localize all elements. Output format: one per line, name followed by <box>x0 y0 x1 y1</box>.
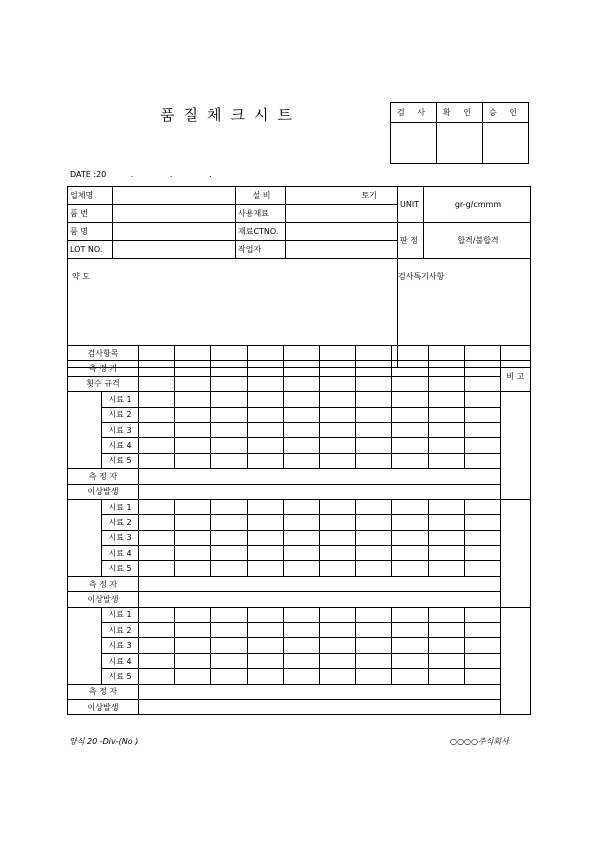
sample-cell[interactable] <box>464 530 500 545</box>
inspection-item-cell[interactable] <box>319 346 355 361</box>
count-spec-label: 횟수 규격 <box>68 376 139 391</box>
sample-cell[interactable] <box>428 499 464 514</box>
abnormal-field[interactable] <box>139 592 501 607</box>
sample-cell[interactable] <box>356 392 392 407</box>
sample-cell[interactable] <box>139 653 175 668</box>
sample-cell[interactable] <box>211 653 247 668</box>
sample-cell[interactable] <box>175 546 211 561</box>
sample-cell[interactable] <box>139 453 175 468</box>
sample-cell[interactable] <box>392 438 428 453</box>
sample-cell[interactable] <box>428 392 464 407</box>
sample-cell[interactable] <box>211 422 247 437</box>
material-field[interactable] <box>286 205 398 223</box>
sample-cell[interactable] <box>428 561 464 576</box>
sample-cell[interactable] <box>392 499 428 514</box>
note-cell[interactable] <box>500 392 530 500</box>
sample-cell[interactable] <box>283 407 319 422</box>
sample-cell[interactable] <box>428 422 464 437</box>
part-name-label: 품 명 <box>68 223 113 241</box>
instrument-cell[interactable] <box>175 361 211 376</box>
note-blank <box>500 346 530 361</box>
sample-cell[interactable] <box>464 392 500 407</box>
date-line: DATE :20 . . . <box>70 170 212 179</box>
sample-cell[interactable] <box>175 653 211 668</box>
check-grid <box>67 345 531 715</box>
sample-cell[interactable] <box>356 669 392 684</box>
worker-label: 작업자 <box>236 241 286 259</box>
note-cell[interactable] <box>500 499 530 607</box>
inspection-item-cell[interactable] <box>211 346 247 361</box>
inspection-item-label: 검사항목 <box>68 346 139 361</box>
sample-cell[interactable] <box>356 515 392 530</box>
instrument-cell[interactable] <box>211 361 247 376</box>
sample-cell[interactable] <box>392 392 428 407</box>
form-number: 양식 20 -Div-(No ) <box>69 737 139 746</box>
sample-cell[interactable] <box>175 438 211 453</box>
sample-cell[interactable] <box>319 499 355 514</box>
sample-cell[interactable] <box>428 623 464 638</box>
sample-cell[interactable] <box>175 638 211 653</box>
equipment-label: 설 비 <box>236 187 286 205</box>
sample-cell[interactable] <box>464 653 500 668</box>
spec-cell[interactable] <box>139 376 175 391</box>
sample-cell[interactable] <box>392 623 428 638</box>
abnormal-field[interactable] <box>139 699 501 714</box>
sample-cell[interactable] <box>283 561 319 576</box>
sample-cell[interactable] <box>175 499 211 514</box>
count-cell[interactable] <box>68 392 102 469</box>
inspection-item-cell[interactable] <box>428 346 464 361</box>
inspection-item-cell[interactable] <box>356 346 392 361</box>
spec-cell[interactable] <box>211 376 247 391</box>
sample-cell[interactable] <box>356 453 392 468</box>
sample-cell[interactable] <box>464 453 500 468</box>
sample-cell[interactable] <box>211 669 247 684</box>
sample-cell[interactable] <box>283 653 319 668</box>
sample-cell[interactable] <box>247 438 283 453</box>
sample-cell[interactable] <box>356 438 392 453</box>
sample-cell[interactable] <box>247 546 283 561</box>
spec-cell[interactable] <box>392 376 428 391</box>
sample-cell[interactable] <box>139 407 175 422</box>
spec-cell[interactable] <box>319 376 355 391</box>
company-label: 업체명 <box>68 187 113 205</box>
sample-cell[interactable] <box>211 499 247 514</box>
sample-cell[interactable] <box>175 392 211 407</box>
sample-cell[interactable] <box>428 546 464 561</box>
sample-cell[interactable] <box>356 546 392 561</box>
sample-cell[interactable] <box>139 546 175 561</box>
note-label: 비 고 <box>500 361 530 392</box>
sample-cell[interactable] <box>283 669 319 684</box>
approval-box <box>390 102 529 164</box>
sample-cell[interactable] <box>464 546 500 561</box>
sample-cell[interactable] <box>464 407 500 422</box>
sample-cell[interactable] <box>392 669 428 684</box>
tolerance-label: 토기 <box>286 187 398 205</box>
sample-cell[interactable] <box>319 407 355 422</box>
spec-cell[interactable] <box>356 376 392 391</box>
instrument-cell[interactable] <box>464 361 500 376</box>
sample-label: 시료 4 <box>102 546 139 561</box>
sample-cell[interactable] <box>356 407 392 422</box>
sample-cell[interactable] <box>464 561 500 576</box>
sample-cell[interactable] <box>464 515 500 530</box>
header-table <box>67 186 531 368</box>
sample-cell[interactable] <box>428 607 464 622</box>
sample-cell[interactable] <box>356 623 392 638</box>
sample-cell[interactable] <box>319 438 355 453</box>
sample-label: 시료 3 <box>102 422 139 437</box>
measurer-label: 측 정 자 <box>68 576 139 591</box>
instrument-cell[interactable] <box>428 361 464 376</box>
sample-label: 시료 3 <box>102 530 139 545</box>
sample-cell[interactable] <box>356 422 392 437</box>
sample-cell[interactable] <box>211 453 247 468</box>
sample-cell[interactable] <box>392 453 428 468</box>
sample-cell[interactable] <box>211 623 247 638</box>
sample-cell[interactable] <box>283 392 319 407</box>
sample-cell[interactable] <box>464 623 500 638</box>
instrument-cell[interactable] <box>356 361 392 376</box>
part-no-label: 품 번 <box>68 205 113 223</box>
sample-cell[interactable] <box>283 499 319 514</box>
sample-cell[interactable] <box>139 607 175 622</box>
sample-cell[interactable] <box>211 638 247 653</box>
sample-cell[interactable] <box>283 530 319 545</box>
sample-label: 시료 4 <box>102 438 139 453</box>
sample-cell[interactable] <box>247 638 283 653</box>
sample-cell[interactable] <box>175 422 211 437</box>
sample-cell[interactable] <box>175 561 211 576</box>
sample-cell[interactable] <box>139 422 175 437</box>
abnormal-field[interactable] <box>139 484 501 499</box>
count-cell[interactable] <box>68 607 102 684</box>
sample-cell[interactable] <box>392 515 428 530</box>
sample-cell[interactable] <box>175 623 211 638</box>
sample-cell[interactable] <box>319 653 355 668</box>
judgment-value[interactable]: 합격/불합격 <box>424 223 531 259</box>
sample-cell[interactable] <box>319 453 355 468</box>
sample-cell[interactable] <box>139 638 175 653</box>
sample-label: 시료 5 <box>102 453 139 468</box>
sample-cell[interactable] <box>283 438 319 453</box>
sample-label: 시료 5 <box>102 669 139 684</box>
measurer-label: 측 정 자 <box>68 469 139 484</box>
inspection-item-cell[interactable] <box>464 346 500 361</box>
sample-cell[interactable] <box>319 422 355 437</box>
sample-cell[interactable] <box>283 607 319 622</box>
sample-label: 시료 1 <box>102 392 139 407</box>
sample-cell[interactable] <box>392 561 428 576</box>
sample-cell[interactable] <box>464 607 500 622</box>
measurer-field[interactable] <box>139 469 501 484</box>
sample-cell[interactable] <box>464 499 500 514</box>
unit-label: UNIT <box>398 187 424 223</box>
sample-cell[interactable] <box>175 607 211 622</box>
material-ctrl-field[interactable] <box>286 223 398 241</box>
sample-cell[interactable] <box>464 438 500 453</box>
sample-cell[interactable] <box>392 607 428 622</box>
inspection-item-cell[interactable] <box>283 346 319 361</box>
sample-cell[interactable] <box>392 422 428 437</box>
sample-cell[interactable] <box>392 546 428 561</box>
approval-inspect: 검 사 <box>391 103 437 123</box>
sample-cell[interactable] <box>175 453 211 468</box>
sample-cell[interactable] <box>247 392 283 407</box>
sample-cell[interactable] <box>428 530 464 545</box>
approval-approve: 승 인 <box>483 103 529 123</box>
spec-cell[interactable] <box>283 376 319 391</box>
sample-cell[interactable] <box>428 515 464 530</box>
sample-cell[interactable] <box>356 638 392 653</box>
sample-cell[interactable] <box>139 499 175 514</box>
approval-inspect-sign[interactable] <box>391 123 437 164</box>
sample-cell[interactable] <box>247 623 283 638</box>
sample-cell[interactable] <box>319 623 355 638</box>
sample-cell[interactable] <box>139 392 175 407</box>
sample-cell[interactable] <box>247 515 283 530</box>
sample-cell[interactable] <box>356 530 392 545</box>
instrument-cell[interactable] <box>319 361 355 376</box>
approval-confirm: 확 인 <box>437 103 483 123</box>
sample-cell[interactable] <box>247 530 283 545</box>
sample-cell[interactable] <box>319 530 355 545</box>
measurer-field[interactable] <box>139 684 501 699</box>
approval-confirm-sign[interactable] <box>437 123 483 164</box>
sample-cell[interactable] <box>392 407 428 422</box>
sample-cell[interactable] <box>247 453 283 468</box>
instrument-cell[interactable] <box>139 361 175 376</box>
sample-cell[interactable] <box>428 438 464 453</box>
sample-cell[interactable] <box>319 546 355 561</box>
sketch-label: 약 도 <box>72 272 90 281</box>
sample-cell[interactable] <box>247 669 283 684</box>
sample-cell[interactable] <box>247 653 283 668</box>
measurer-label: 측 정 자 <box>68 684 139 699</box>
sample-cell[interactable] <box>211 530 247 545</box>
instrument-cell[interactable] <box>283 361 319 376</box>
material-label: 사용재료 <box>236 205 286 223</box>
abnormal-label: 이상발생 <box>68 592 139 607</box>
company-field[interactable] <box>113 187 236 205</box>
sample-cell[interactable] <box>175 530 211 545</box>
spec-cell[interactable] <box>175 376 211 391</box>
sample-cell[interactable] <box>356 561 392 576</box>
worker-field[interactable] <box>286 241 398 259</box>
sample-cell[interactable] <box>428 638 464 653</box>
sample-cell[interactable] <box>392 638 428 653</box>
sample-cell[interactable] <box>319 638 355 653</box>
sample-cell[interactable] <box>319 607 355 622</box>
sample-cell[interactable] <box>211 438 247 453</box>
sample-cell[interactable] <box>319 515 355 530</box>
lot-field[interactable] <box>113 241 236 259</box>
sample-cell[interactable] <box>247 499 283 514</box>
sample-cell[interactable] <box>175 407 211 422</box>
sample-cell[interactable] <box>319 392 355 407</box>
sample-cell[interactable] <box>428 453 464 468</box>
sample-cell[interactable] <box>139 669 175 684</box>
judgment-label: 판 정 <box>398 223 424 259</box>
count-cell[interactable] <box>68 499 102 576</box>
sample-cell[interactable] <box>464 422 500 437</box>
sample-cell[interactable] <box>356 607 392 622</box>
sample-label: 시료 2 <box>102 515 139 530</box>
sample-cell[interactable] <box>356 499 392 514</box>
sample-cell[interactable] <box>247 607 283 622</box>
sample-label: 시료 5 <box>102 561 139 576</box>
sample-cell[interactable] <box>428 669 464 684</box>
sample-cell[interactable] <box>211 515 247 530</box>
instrument-cell[interactable] <box>247 361 283 376</box>
date-label: DATE :20 <box>70 170 107 179</box>
sample-cell[interactable] <box>283 453 319 468</box>
company-name: ○○○○주식회사 <box>450 737 509 746</box>
material-ctrl-label: 재료CTNO. <box>236 223 286 241</box>
sample-cell[interactable] <box>356 653 392 668</box>
sample-cell[interactable] <box>211 392 247 407</box>
sample-label: 시료 3 <box>102 638 139 653</box>
approval-approve-sign[interactable] <box>483 123 529 164</box>
sample-label: 시료 1 <box>102 607 139 622</box>
sample-cell[interactable] <box>319 561 355 576</box>
sample-cell[interactable] <box>211 546 247 561</box>
sample-cell[interactable] <box>175 515 211 530</box>
inspection-item-cell[interactable] <box>175 346 211 361</box>
sample-cell[interactable] <box>283 422 319 437</box>
sample-cell[interactable] <box>283 546 319 561</box>
sample-label: 시료 4 <box>102 653 139 668</box>
sample-cell[interactable] <box>428 653 464 668</box>
sample-cell[interactable] <box>247 407 283 422</box>
inspection-item-cell[interactable] <box>392 346 428 361</box>
sample-label: 시료 1 <box>102 499 139 514</box>
sample-cell[interactable] <box>211 607 247 622</box>
sample-label: 시료 2 <box>102 623 139 638</box>
sample-cell[interactable] <box>139 530 175 545</box>
spec-cell[interactable] <box>464 376 500 391</box>
sample-cell[interactable] <box>392 653 428 668</box>
part-no-field[interactable] <box>113 205 236 223</box>
inspection-item-cell[interactable] <box>247 346 283 361</box>
sample-cell[interactable] <box>211 561 247 576</box>
remarks-label: 검사특기사항 <box>398 272 445 281</box>
measurer-field[interactable] <box>139 576 501 591</box>
lot-label: LOT NO. <box>68 241 113 259</box>
sample-cell[interactable] <box>464 638 500 653</box>
instrument-label: 측 정 기 <box>68 361 139 376</box>
sample-label: 시료 2 <box>102 407 139 422</box>
sample-cell[interactable] <box>139 623 175 638</box>
sample-cell[interactable] <box>283 623 319 638</box>
sample-cell[interactable] <box>247 422 283 437</box>
part-name-field[interactable] <box>113 223 236 241</box>
sample-cell[interactable] <box>139 515 175 530</box>
sample-cell[interactable] <box>247 561 283 576</box>
sample-cell[interactable] <box>392 530 428 545</box>
instrument-cell[interactable] <box>392 361 428 376</box>
sample-cell[interactable] <box>428 407 464 422</box>
page-title: 품질체크시트 <box>160 106 301 124</box>
abnormal-label: 이상발생 <box>68 484 139 499</box>
unit-value: gr-g/cmmm <box>424 187 531 223</box>
sample-cell[interactable] <box>139 561 175 576</box>
sample-cell[interactable] <box>283 638 319 653</box>
sample-cell[interactable] <box>175 669 211 684</box>
abnormal-label: 이상발생 <box>68 699 139 714</box>
sample-cell[interactable] <box>139 438 175 453</box>
inspection-item-cell[interactable] <box>139 346 175 361</box>
spec-cell[interactable] <box>247 376 283 391</box>
sample-cell[interactable] <box>211 407 247 422</box>
sample-cell[interactable] <box>464 669 500 684</box>
note-cell[interactable] <box>500 607 530 715</box>
sample-cell[interactable] <box>283 515 319 530</box>
spec-cell[interactable] <box>428 376 464 391</box>
sample-cell[interactable] <box>319 669 355 684</box>
